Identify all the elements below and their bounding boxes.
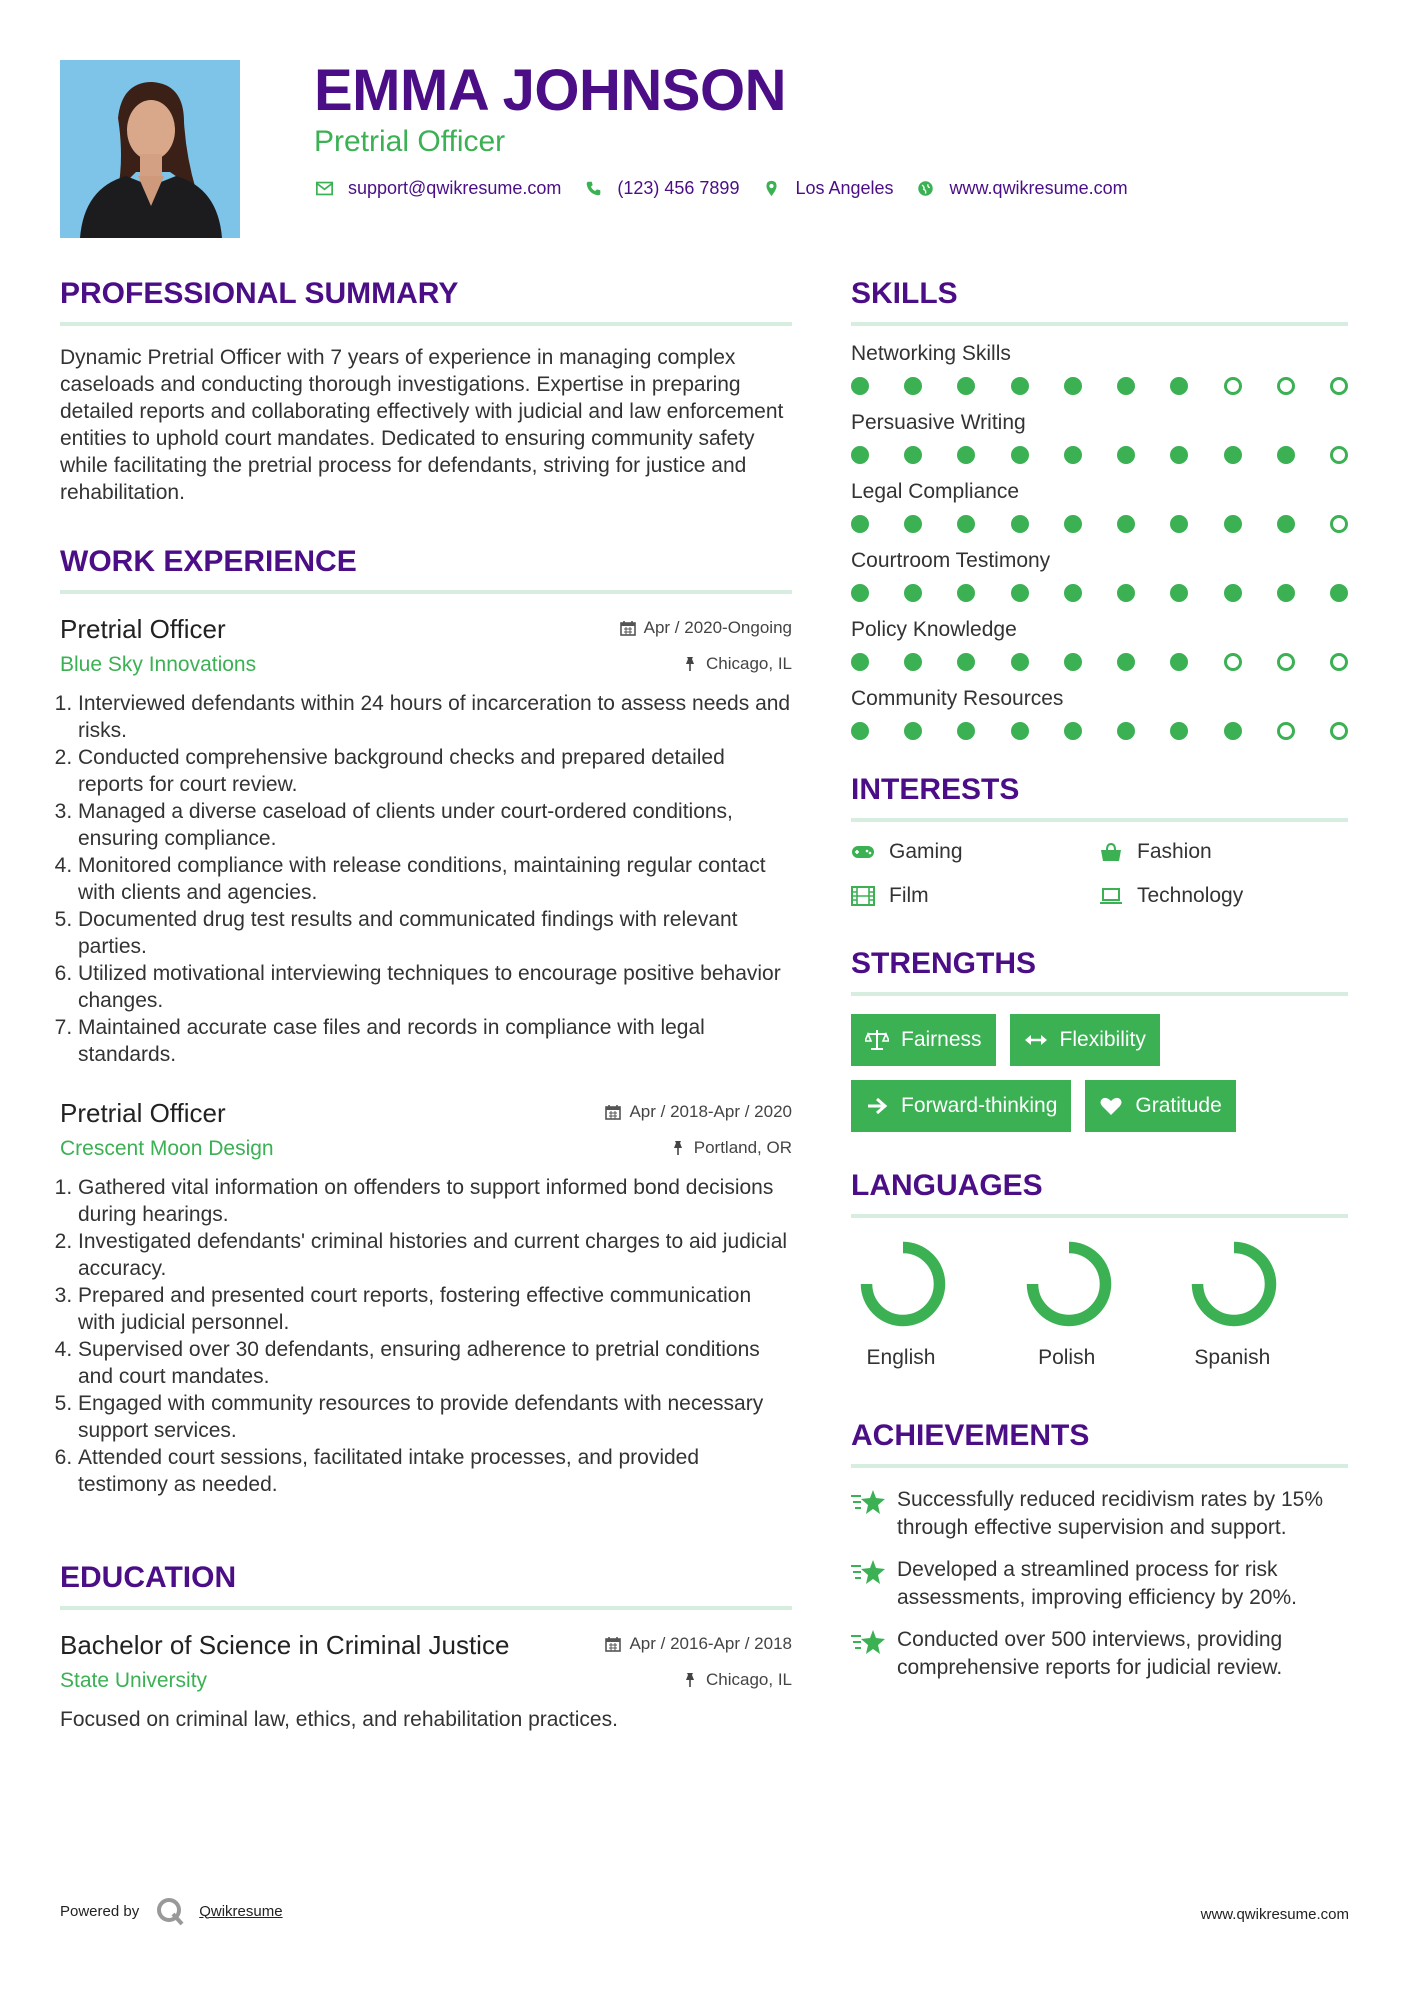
location-text: Los Angeles bbox=[795, 178, 894, 198]
achievements-heading: ACHIEVEMENTS bbox=[851, 1419, 1090, 1452]
rating-dot-filled bbox=[1064, 377, 1082, 395]
rating-dot-filled bbox=[1011, 377, 1029, 395]
rating-dot-filled bbox=[851, 377, 869, 395]
interest-item bbox=[1099, 884, 1347, 908]
languages-list bbox=[851, 1236, 1348, 1370]
skill-name: Courtroom Testimony bbox=[851, 549, 1051, 572]
education-date-text: Apr / 2016-Apr / 2018 bbox=[629, 1634, 792, 1653]
rating-dot-filled bbox=[1117, 446, 1135, 464]
rating-dot-empty bbox=[1277, 653, 1295, 671]
rating-dot-filled bbox=[1277, 584, 1295, 602]
skill-name: Networking Skills bbox=[851, 342, 1011, 365]
rating-dot-filled bbox=[1170, 722, 1188, 740]
job-entry bbox=[60, 612, 792, 1068]
email-text: support@qwikresume.com bbox=[348, 178, 562, 198]
rating-dot-filled bbox=[957, 377, 975, 395]
rating-dot-filled bbox=[1064, 515, 1082, 533]
left-column bbox=[60, 270, 792, 1733]
pin-icon bbox=[670, 1140, 686, 1156]
section-divider bbox=[851, 818, 1348, 822]
job-title: Pretrial Officer bbox=[60, 1098, 226, 1128]
rating-dot-filled bbox=[1064, 446, 1082, 464]
pin-icon bbox=[682, 656, 698, 672]
contact-email[interactable] bbox=[314, 178, 561, 199]
rating-dot-filled bbox=[1011, 446, 1029, 464]
strengths-list bbox=[851, 1014, 1348, 1132]
list-item: 5. Engaged with community resources to provide defendants with necessary support services. bbox=[78, 1390, 792, 1444]
skills-section bbox=[851, 270, 1348, 740]
rating-dot-filled bbox=[1170, 515, 1188, 533]
calendar-icon bbox=[605, 1104, 621, 1120]
list-item: 5. Documented drug test results and communicated findings with relevant parties. bbox=[78, 906, 792, 960]
language-name: English bbox=[866, 1346, 936, 1369]
rating-dot-filled bbox=[1117, 653, 1135, 671]
experience-section bbox=[60, 538, 792, 1498]
powered-by-text: Powered by bbox=[60, 1902, 140, 1920]
interests-heading: INTERESTS bbox=[851, 773, 1020, 806]
phone-icon bbox=[583, 179, 603, 199]
rating-dot-empty bbox=[1277, 722, 1295, 740]
rating-dot-filled bbox=[851, 446, 869, 464]
achievement-item bbox=[851, 1556, 1348, 1612]
languages-section bbox=[851, 1162, 1348, 1370]
skill-rating bbox=[851, 722, 1348, 740]
website-text: www.qwikresume.com bbox=[949, 178, 1128, 198]
job-date-text: Apr / 2018-Apr / 2020 bbox=[629, 1102, 792, 1121]
job-bullets bbox=[60, 690, 792, 1068]
rating-dot-filled bbox=[904, 377, 922, 395]
job-title: Pretrial Officer bbox=[60, 614, 226, 644]
strength-label: Gratitude bbox=[1135, 1094, 1222, 1117]
language-proficiency-ring bbox=[1186, 1236, 1282, 1332]
rating-dot-filled bbox=[851, 584, 869, 602]
language-arc bbox=[1032, 1248, 1105, 1321]
skill-rating bbox=[851, 446, 1348, 464]
rating-dot-filled bbox=[1117, 377, 1135, 395]
skill-rating bbox=[851, 377, 1348, 395]
brand-link[interactable]: Qwikresume bbox=[199, 1902, 283, 1920]
school-name: State University bbox=[60, 1669, 208, 1692]
section-divider bbox=[60, 1606, 792, 1610]
rating-dot-empty bbox=[1224, 653, 1242, 671]
star-icon bbox=[851, 1558, 887, 1588]
achievement-text: Conducted over 500 interviews, providing comprehensive reports for judicial review. bbox=[897, 1628, 1283, 1679]
rating-dot-filled bbox=[1117, 584, 1135, 602]
contact-phone[interactable] bbox=[583, 178, 739, 199]
list-item: 7. Maintained accurate case files and records in compliance with legal standards. bbox=[78, 1014, 792, 1068]
interests-list bbox=[851, 840, 1348, 908]
skill-rating bbox=[851, 653, 1348, 671]
rating-dot-filled bbox=[1224, 515, 1242, 533]
language-proficiency-ring bbox=[855, 1236, 951, 1332]
rating-dot-filled bbox=[851, 515, 869, 533]
right-column bbox=[851, 270, 1348, 1696]
rating-dot-filled bbox=[904, 653, 922, 671]
list-item: 6. Attended court sessions, facilitated intake processes, and provided testimony as needed. bbox=[78, 1444, 792, 1498]
job-date bbox=[620, 618, 792, 638]
rating-dot-filled bbox=[904, 446, 922, 464]
rating-dot-filled bbox=[1277, 515, 1295, 533]
arrows-horizontal-icon bbox=[1024, 1029, 1048, 1051]
contact-location bbox=[761, 178, 893, 199]
map-marker-icon bbox=[761, 179, 781, 199]
education-heading: EDUCATION bbox=[60, 1561, 237, 1594]
candidate-name: EMMA JOHNSON bbox=[314, 58, 786, 123]
rating-dot-filled bbox=[1170, 377, 1188, 395]
list-item: 3. Prepared and presented court reports, fostering effective communication with judicial personnel. bbox=[78, 1282, 792, 1336]
rating-dot-filled bbox=[1064, 722, 1082, 740]
achievement-text: Developed a streamlined process for risk assessments, improving efficiency by 20%. bbox=[897, 1558, 1297, 1609]
list-item: 1. Gathered vital information on offenders to support informed bond decisions during hearings. bbox=[78, 1174, 792, 1228]
language-item bbox=[1017, 1236, 1183, 1370]
rating-dot-filled bbox=[1011, 515, 1029, 533]
job-company: Crescent Moon Design bbox=[60, 1137, 274, 1160]
rating-dot-empty bbox=[1277, 377, 1295, 395]
rating-dot-filled bbox=[957, 653, 975, 671]
rating-dot-filled bbox=[904, 722, 922, 740]
achievements-section bbox=[851, 1412, 1348, 1682]
interests-section bbox=[851, 766, 1348, 908]
language-name: Polish bbox=[1038, 1346, 1096, 1369]
skills-list bbox=[851, 340, 1348, 740]
envelope-icon bbox=[314, 179, 334, 199]
contact-website[interactable] bbox=[916, 178, 1128, 199]
achievement-item bbox=[851, 1486, 1348, 1542]
rating-dot-filled bbox=[1170, 446, 1188, 464]
skill-rating bbox=[851, 515, 1348, 533]
rating-dot-empty bbox=[1330, 515, 1348, 533]
rating-dot-filled bbox=[1064, 584, 1082, 602]
rating-dot-filled bbox=[1277, 446, 1295, 464]
interest-item bbox=[851, 840, 1099, 864]
language-arc bbox=[1198, 1248, 1271, 1321]
job-location bbox=[670, 1138, 792, 1158]
interest-item bbox=[1099, 840, 1347, 864]
rating-dot-empty bbox=[1330, 722, 1348, 740]
rating-dot-filled bbox=[1170, 653, 1188, 671]
section-divider bbox=[60, 322, 792, 326]
language-item bbox=[851, 1236, 1017, 1370]
list-item: 6. Utilized motivational interviewing techniques to encourage positive behavior changes. bbox=[78, 960, 792, 1014]
skill-name: Community Resources bbox=[851, 687, 1064, 710]
section-divider bbox=[851, 1214, 1348, 1218]
interest-label: Gaming bbox=[889, 840, 963, 863]
rating-dot-filled bbox=[1330, 584, 1348, 602]
interest-label: Technology bbox=[1137, 884, 1244, 907]
education-location bbox=[682, 1670, 792, 1690]
job-location-text: Portland, OR bbox=[693, 1138, 792, 1157]
rating-dot-filled bbox=[1011, 653, 1029, 671]
rating-dot-filled bbox=[1011, 584, 1029, 602]
job-date bbox=[605, 1102, 792, 1122]
job-date-text: Apr / 2020-Ongoing bbox=[643, 618, 792, 637]
education-location-text: Chicago, IL bbox=[706, 1670, 792, 1689]
candidate-title: Pretrial Officer bbox=[314, 125, 506, 158]
rating-dot-filled bbox=[1170, 584, 1188, 602]
strength-label: Forward-thinking bbox=[901, 1094, 1058, 1117]
rating-dot-filled bbox=[1011, 722, 1029, 740]
strength-tag bbox=[851, 1080, 1071, 1132]
list-item: 2. Conducted comprehensive background checks and prepared detailed reports for court review. bbox=[78, 744, 792, 798]
interest-item bbox=[851, 884, 1099, 908]
language-item bbox=[1182, 1236, 1348, 1370]
strengths-section bbox=[851, 940, 1348, 1132]
rating-dot-filled bbox=[1224, 446, 1242, 464]
achievement-item bbox=[851, 1626, 1348, 1682]
section-divider bbox=[851, 992, 1348, 996]
contact-bar bbox=[314, 178, 1150, 199]
globe-icon bbox=[916, 179, 936, 199]
job-company: Blue Sky Innovations bbox=[60, 653, 257, 676]
footer-website[interactable]: www.qwikresume.com bbox=[1200, 1906, 1349, 1923]
rating-dot-filled bbox=[957, 722, 975, 740]
star-icon bbox=[851, 1628, 887, 1658]
rating-dot-filled bbox=[957, 446, 975, 464]
laptop-icon bbox=[1099, 885, 1125, 907]
strength-label: Flexibility bbox=[1059, 1028, 1146, 1051]
strength-tag bbox=[1010, 1014, 1160, 1066]
list-item: 2. Investigated defendants' criminal histories and current charges to aid judicial accuracy. bbox=[78, 1228, 792, 1282]
summary-section bbox=[60, 270, 792, 506]
section-divider bbox=[60, 590, 792, 594]
rating-dot-filled bbox=[904, 584, 922, 602]
phone-text: (123) 456 7899 bbox=[617, 178, 740, 198]
language-proficiency-ring bbox=[1021, 1236, 1117, 1332]
education-description: Focused on criminal law, ethics, and rehabilitation practices. bbox=[60, 1708, 618, 1731]
rating-dot-empty bbox=[1224, 377, 1242, 395]
rating-dot-empty bbox=[1330, 653, 1348, 671]
rating-dot-empty bbox=[1330, 377, 1348, 395]
achievement-text: Successfully reduced recidivism rates by 15% through effective supervision and support. bbox=[897, 1488, 1324, 1539]
education-entry bbox=[60, 1628, 792, 1733]
rating-dot-filled bbox=[851, 722, 869, 740]
rating-dot-filled bbox=[1117, 515, 1135, 533]
rating-dot-filled bbox=[957, 584, 975, 602]
footer-branding bbox=[60, 1896, 283, 1926]
interest-label: Film bbox=[889, 884, 929, 907]
gamepad-icon bbox=[851, 841, 877, 863]
language-name: Spanish bbox=[1194, 1346, 1271, 1369]
skill-name: Legal Compliance bbox=[851, 480, 1020, 503]
section-divider bbox=[851, 322, 1348, 326]
rating-dot-filled bbox=[851, 653, 869, 671]
calendar-icon bbox=[605, 1636, 621, 1652]
star-icon bbox=[851, 1488, 887, 1518]
film-icon bbox=[851, 885, 877, 907]
arrow-right-icon bbox=[865, 1095, 889, 1117]
job-bullets bbox=[60, 1174, 792, 1498]
rating-dot-filled bbox=[1117, 722, 1135, 740]
degree-title: Bachelor of Science in Criminal Justice bbox=[60, 1630, 510, 1660]
rating-dot-filled bbox=[957, 515, 975, 533]
interest-label: Fashion bbox=[1137, 840, 1212, 863]
rating-dot-filled bbox=[1224, 722, 1242, 740]
languages-heading: LANGUAGES bbox=[851, 1169, 1043, 1202]
summary-heading: PROFESSIONAL SUMMARY bbox=[60, 277, 459, 310]
strength-label: Fairness bbox=[901, 1028, 982, 1051]
strength-tag bbox=[1085, 1080, 1235, 1132]
rating-dot-filled bbox=[1064, 653, 1082, 671]
profile-photo bbox=[60, 60, 240, 238]
skill-rating bbox=[851, 584, 1348, 602]
education-section bbox=[60, 1554, 792, 1733]
job-location-text: Chicago, IL bbox=[706, 654, 792, 673]
qwikresume-logo-icon bbox=[155, 1896, 185, 1926]
pin-icon bbox=[682, 1672, 698, 1688]
balance-scale-icon bbox=[865, 1029, 889, 1051]
list-item: 4. Monitored compliance with release conditions, maintaining regular contact with clients and agencies. bbox=[78, 852, 792, 906]
skill-name: Persuasive Writing bbox=[851, 411, 1026, 434]
skill-name: Policy Knowledge bbox=[851, 618, 1017, 641]
experience-heading: WORK EXPERIENCE bbox=[60, 545, 357, 578]
calendar-icon bbox=[620, 620, 636, 636]
list-item: 4. Supervised over 30 defendants, ensuring adherence to pretrial conditions and court mandates. bbox=[78, 1336, 792, 1390]
education-date bbox=[605, 1634, 792, 1654]
summary-text: Dynamic Pretrial Officer with 7 years of experience in managing complex caseloads and conducting thorough investigations. Expertise in preparing detailed reports and collaborating effectively with judicial and law enforcement entities to uphold court mandates. Dedicated to ensuring community safety while facilitating the pretrial process for defendants, striving for justice and rehabilitation. bbox=[60, 346, 784, 504]
job-entry bbox=[60, 1096, 792, 1498]
rating-dot-filled bbox=[1224, 584, 1242, 602]
shopping-bag-icon bbox=[1099, 841, 1125, 863]
list-item: 3. Managed a diverse caseload of clients under court-ordered conditions, ensuring compliance. bbox=[78, 798, 792, 852]
heart-icon bbox=[1099, 1095, 1123, 1117]
list-item: 1. Interviewed defendants within 24 hours of incarceration to assess needs and risks. bbox=[78, 690, 792, 744]
strength-tag bbox=[851, 1014, 996, 1066]
language-arc bbox=[867, 1248, 940, 1321]
rating-dot-filled bbox=[904, 515, 922, 533]
section-divider bbox=[851, 1464, 1348, 1468]
skills-heading: SKILLS bbox=[851, 277, 958, 310]
strengths-heading: STRENGTHS bbox=[851, 947, 1037, 980]
rating-dot-empty bbox=[1330, 446, 1348, 464]
job-location bbox=[682, 654, 792, 674]
